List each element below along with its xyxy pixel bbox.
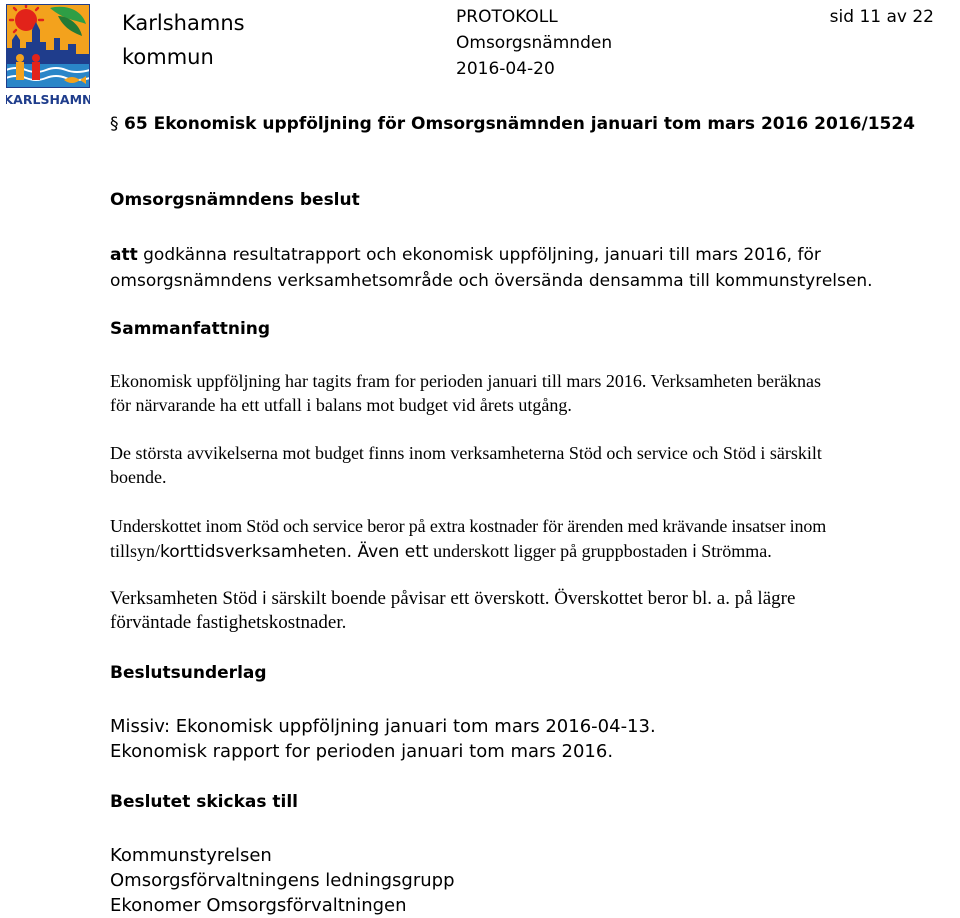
- page-number: sid 11 av 22: [829, 7, 934, 27]
- sent-to-list: [110, 843, 960, 918]
- recipient-kommunstyrelsen: Kommunstyrelsen: [110, 845, 272, 866]
- summary-p1-line-2: för närvarande ha ett utfall i balans mot budget vid årets utgång.: [110, 395, 572, 415]
- summary-p1-line-1: Ekonomisk uppföljning har tagits fram for perioden januari till mars 2016. Verksamheten beräknas: [110, 371, 821, 391]
- summary-heading: Sammanfattning: [110, 319, 271, 339]
- decision-text: [110, 242, 960, 294]
- summary-p3-seg-a: tillsyn/: [110, 541, 161, 561]
- meeting-date: 2016-04-20: [456, 59, 555, 79]
- summary-p3-seg-d: i: [692, 542, 697, 562]
- karlshamn-logo: [6, 4, 90, 108]
- summary-p4-line-1: [110, 587, 960, 611]
- basis-list: [110, 714, 960, 764]
- document-meta: [456, 4, 612, 82]
- summary-p3-line-1: Underskottet inom Stöd och service beror på extra kostnader för ärenden med krävande insatser inom: [110, 516, 827, 536]
- summary-p3-seg-c: underskott ligger på gruppbostaden: [428, 541, 693, 561]
- summary-p4-seg-c: särskilt boende påvisar ett överskott. Överskottet beror bl. a. på lägre: [266, 588, 796, 609]
- summary-p4-seg-a: Verksamheten Stöd: [110, 588, 262, 609]
- committee-name: Omsorgsnämnden: [456, 33, 613, 53]
- logo-text: KARLSHAMN: [6, 92, 90, 107]
- summary-paragraph-2: [110, 441, 960, 489]
- recipient-ledningsgrupp: Omsorgsförvaltningens ledningsgrupp: [110, 870, 455, 891]
- decision-att: att: [110, 245, 138, 265]
- section-title: [110, 111, 915, 137]
- section-sign: §: [110, 114, 119, 134]
- document-type: PROTOKOLL: [456, 7, 558, 27]
- summary-paragraph-1: [110, 369, 960, 417]
- decision-line-1-text: godkänna resultatrapport och ekonomisk uppföljning, januari till mars 2016, för: [137, 245, 821, 265]
- municipality-name-line1: Karlshamns: [122, 11, 245, 35]
- decision-line-2: omsorgsnämndens verksamhetsområde och översända densamma till kommunstyrelsen.: [110, 271, 873, 291]
- summary-p2-line-2: boende.: [110, 467, 167, 487]
- summary-p2-line-1: De största avvikelserna mot budget finns inom verksamheterna Stöd och service och Stöd i särskilt: [110, 443, 822, 463]
- decision-line-1: [110, 242, 960, 268]
- decision-heading: Omsorgsnämndens beslut: [110, 190, 360, 210]
- summary-p4-seg-b: i: [261, 589, 267, 609]
- municipality-name-line2: kommun: [122, 45, 214, 69]
- summary-p4-line-2: förväntade fastighetskostnader.: [110, 612, 347, 633]
- sent-to-heading: Beslutet skickas till: [110, 792, 298, 812]
- summary-paragraph-3: [110, 514, 960, 565]
- municipality-name: [122, 6, 245, 74]
- summary-p3-seg-b: korttidsverksamheten. Även ett: [160, 542, 429, 562]
- summary-p3-seg-e: Strömma.: [696, 541, 772, 561]
- basis-item-missiv: Missiv: Ekonomisk uppföljning januari tom mars 2016-04-13.: [110, 716, 656, 737]
- karlshamn-coat-of-arms-icon: [6, 4, 90, 108]
- summary-paragraph-4: [110, 587, 960, 635]
- basis-heading: Beslutsunderlag: [110, 663, 267, 683]
- summary-p3-line-2: [110, 539, 960, 565]
- section-title-text: 65 Ekonomisk uppföljning för Omsorgsnämnden januari tom mars 2016 2016/1524: [124, 114, 916, 134]
- basis-item-report: Ekonomisk rapport for perioden januari tom mars 2016.: [110, 741, 614, 762]
- recipient-ekonomer: Ekonomer Omsorgsförvaltningen: [110, 895, 407, 916]
